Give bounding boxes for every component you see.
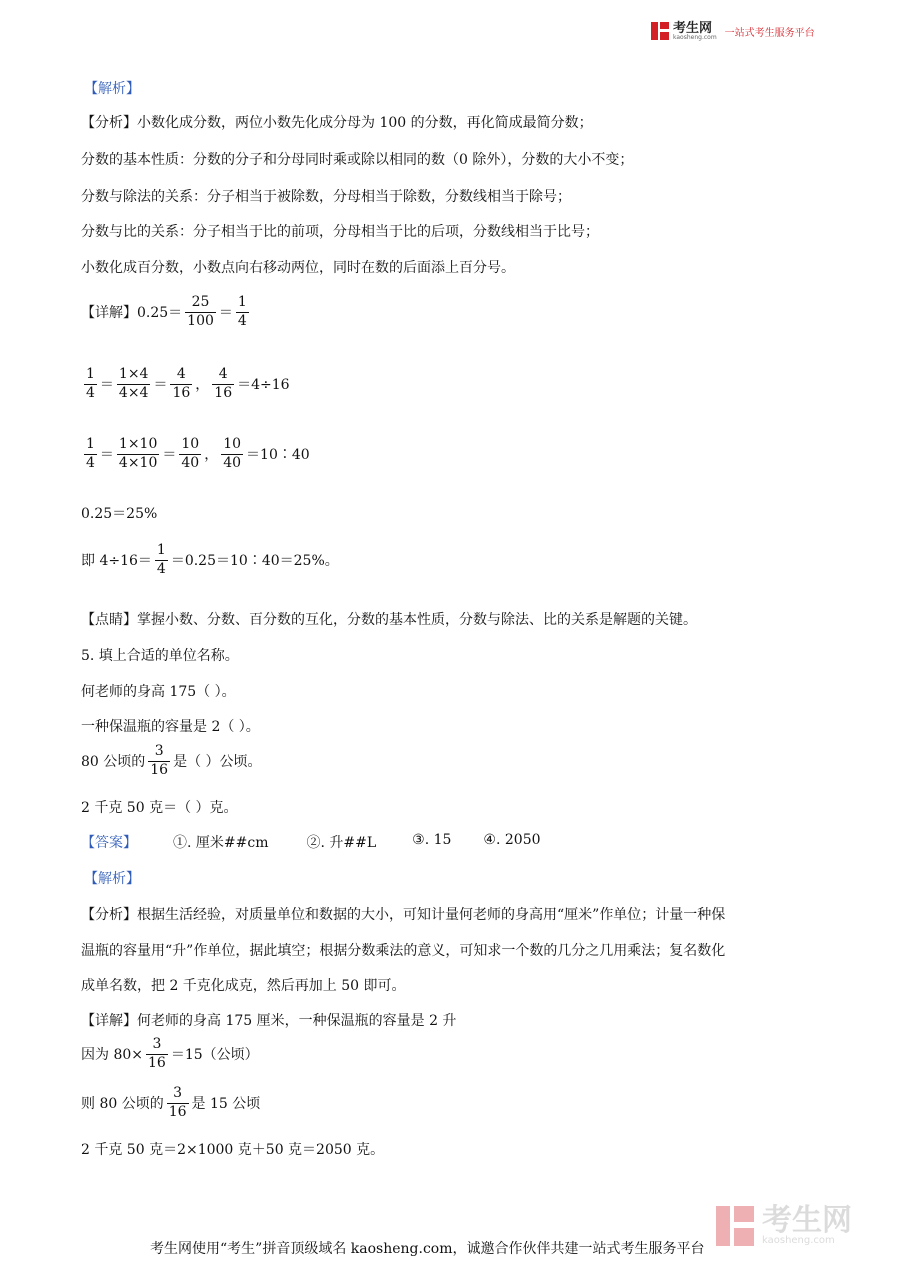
- answer-4: ④. 2050: [483, 832, 541, 848]
- q5-because: 因为 80× $\frac{3}{16}$ ＝15（公顷）: [81, 1036, 259, 1071]
- xiangjie-tag: 【详解】: [81, 305, 137, 321]
- logo-en: kaosheng.com: [673, 33, 717, 41]
- fraction: $\frac{10}{40}$: [181, 436, 200, 471]
- q4-eq4: 0.25＝25%: [81, 506, 158, 522]
- xiangjie-tag: 【详解】: [81, 1013, 137, 1029]
- dianjing-tag: 【点睛】: [81, 612, 137, 628]
- q5-xiangjie-1: 【详解】何老师的身高 175 厘米，一种保温瓶的容量是 2 升: [81, 1013, 457, 1029]
- fraction: $\frac{3}{16}$: [168, 1085, 187, 1120]
- q5-then: 则 80 公顷的 $\frac{3}{16}$ 是 15 公顷: [81, 1085, 261, 1120]
- footer-text: 考生网使用“考生”拼音顶级域名 kaosheng.com，诚邀合作伙伴共建一站式考生服务平台: [150, 1241, 705, 1257]
- fraction: $\frac{4}{16}$: [172, 366, 191, 401]
- logo-cn: 考生网: [673, 20, 713, 36]
- q5-line1: 何老师的身高 175（ ）。: [81, 684, 236, 700]
- answer-3: ③. 15: [412, 832, 452, 848]
- q4-fenxi-5: 小数化成百分数，小数点向右移动两位，同时在数的后面添上百分号。: [81, 260, 515, 276]
- q5-final: 2 千克 50 克＝2×1000 克＋50 克＝2050 克。: [81, 1142, 385, 1158]
- kaosheng-logo-icon: [651, 22, 669, 40]
- fraction: $\frac{1}{4}$: [86, 366, 95, 401]
- q5-line3: 80 公顷的 $\frac{3}{16}$ 是（ ）公顷。: [81, 743, 262, 778]
- q4-jiexi-heading: 【解析】: [84, 81, 140, 97]
- q5-fenxi-3: 成单名数，把 2 千克化成克，然后再加上 50 即可。: [81, 978, 406, 994]
- fenxi-tag: 【分析】: [81, 907, 137, 923]
- answer-tag: 【答案】: [81, 835, 137, 851]
- fraction: $\frac{1}{4}$: [237, 294, 247, 329]
- fraction: $\frac{4}{16}$: [214, 366, 233, 401]
- q4-dianjing: 【点睛】掌握小数、分数、百分数的互化，分数的基本性质，分数与除法、比的关系是解题的关键。: [81, 612, 697, 628]
- fraction: $\frac{1}{4}$: [86, 436, 95, 471]
- q5-fenxi-1: 【分析】根据生活经验，对质量单位和数据的大小，可知计量何老师的身高用“厘米”作单位；计量一种保: [81, 907, 726, 923]
- fraction: $\frac{3}{16}$: [148, 1036, 166, 1071]
- q4-eq2: $\frac{1}{4}$ ＝ $\frac{1\times 4}{4\times 4}$ ＝ $\frac{4}{16}$ ， $\frac{4}{16}$ ＝4÷16: [86, 366, 290, 401]
- q4-fenxi-2: 分数的基本性质：分数的分子和分母同时乘或除以相同的数（0 除外），分数的大小不变；: [81, 152, 634, 168]
- q5-jiexi-heading: 【解析】: [84, 871, 140, 887]
- q4-eq5: 即 4÷16＝ $\frac{1}{4}$ ＝0.25＝10∶40＝25%。: [81, 542, 339, 577]
- fenxi-tag: 【分析】: [81, 115, 137, 131]
- q5-title: 5. 填上合适的单位名称。: [81, 648, 239, 664]
- kaosheng-watermark-icon: [716, 1206, 754, 1246]
- q5-line4: 2 千克 50 克＝（ ）克。: [81, 800, 238, 816]
- answer-2: ②. 升##L: [306, 835, 377, 851]
- fraction: $\frac{1\times 10}{4\times 10}$: [118, 436, 158, 471]
- q4-fenxi-1: 【分析】小数化成分数，两位小数先化成分母为 100 的分数，再化简成最简分数；: [81, 115, 593, 131]
- fraction: $\frac{3}{16}$: [150, 743, 169, 778]
- header-slogan: 一站式考生服务平台: [724, 27, 815, 39]
- q5-answer: [81, 832, 541, 852]
- fraction: $\frac{25}{100}$: [187, 294, 214, 329]
- answer-1: ①. 厘米##cm: [173, 835, 269, 851]
- q5-fenxi-2: 温瓶的容量用“升”作单位，据此填空；根据分数乘法的意义，可知求一个数的几分之几用乘法；复名数化: [81, 943, 726, 959]
- fraction: $\frac{10}{40}$: [223, 436, 242, 471]
- fraction: $\frac{1\times 4}{4\times 4}$: [118, 366, 149, 401]
- q5-line2: 一种保温瓶的容量是 2（ ）。: [81, 719, 260, 735]
- watermark-logo: 考生网 kaosheng.com: [716, 1206, 852, 1246]
- q4-fenxi-3: 分数与除法的关系：分子相当于被除数，分母相当于除数，分数线相当于除号；: [81, 189, 571, 205]
- header-logo: [651, 20, 815, 42]
- q4-eq3: $\frac{1}{4}$ ＝ $\frac{1\times 10}{4\times 10}$ ＝ $\frac{10}{40}$ ， $\frac{10}{40}$ ＝10∶40: [86, 436, 310, 471]
- q4-fenxi-4: 分数与比的关系：分子相当于比的前项，分母相当于比的后项，分数线相当于比号；: [81, 224, 599, 240]
- fraction: $\frac{1}{4}$: [156, 542, 166, 577]
- q4-eq1: 【详解】 0.25＝ $\frac{25}{100}$ ＝ $\frac{1}{4}$: [81, 294, 247, 329]
